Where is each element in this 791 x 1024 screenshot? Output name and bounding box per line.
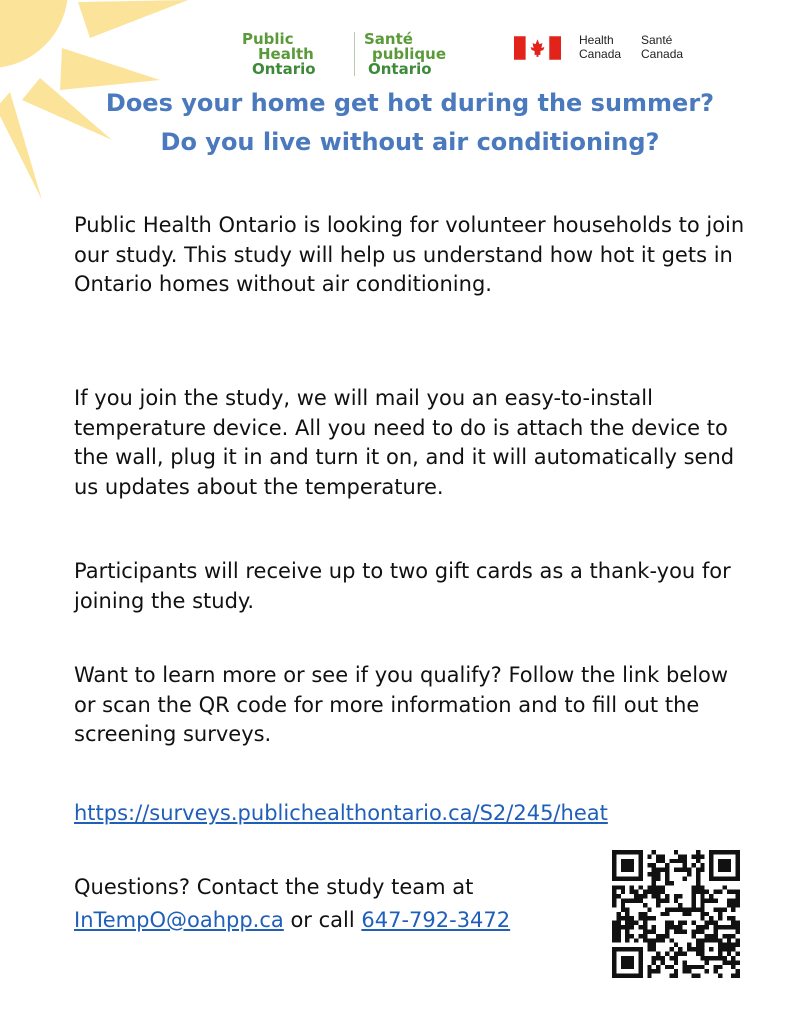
learn-more-paragraph: Want to learn more or see if you qualify? Follow the link below or scan the QR code for more information and to fill out the screening surveys. <box>74 663 729 746</box>
survey-link-line <box>74 799 608 829</box>
pho-logo-fr-line3: Ontario <box>368 60 432 78</box>
health-canada-french <box>641 33 683 61</box>
headline-question-1: Does your home get hot during the summer? <box>105 89 715 117</box>
hc-en-line2: Canada <box>579 47 622 61</box>
pho-logo-en-line1: Public <box>242 30 294 48</box>
survey-link[interactable]: https://surveys.publichealthontario.ca/S2/245/heat <box>74 801 608 825</box>
qr-code-icon[interactable] <box>612 850 740 978</box>
hc-fr-line2: Canada <box>641 47 684 61</box>
hc-en-line1: Health <box>579 33 614 47</box>
phone-link[interactable]: 647-792-3472 <box>361 908 511 932</box>
headline-question-2: Do you live without air conditioning? <box>160 128 660 156</box>
contact-middle: or call <box>283 908 362 932</box>
pho-logo-en-line2: Health <box>258 45 314 63</box>
pho-logo-fr-line2: publique <box>372 45 447 63</box>
hc-fr-line1: Santé <box>641 33 673 47</box>
pho-logo-french <box>364 32 446 77</box>
pho-logo-fr-line1: Santé <box>364 30 413 48</box>
pho-logo-english <box>242 32 316 77</box>
public-health-ontario-logo <box>242 30 472 80</box>
canada-flag-icon <box>514 36 561 60</box>
contact-section <box>74 871 594 937</box>
pho-logo-en-line3: Ontario <box>252 60 316 78</box>
health-canada-english <box>579 33 621 61</box>
gift-card-paragraph: Participants will receive up to two gift cards as a thank-you for joining the study. <box>74 559 731 613</box>
logo-divider <box>354 32 355 76</box>
health-canada-logo <box>514 33 714 65</box>
device-paragraph: If you join the study, we will mail you an easy-to-install temperature device. All you need to do is attach the device to the wall, plug it in and turn it on, and it will automatically send us updates about the temperature. <box>74 386 735 499</box>
intro-paragraph: Public Health Ontario is looking for volunteer households to join our study. This study will help us understand how hot it gets in Ontario homes without air conditioning. <box>74 213 745 296</box>
contact-prefix: Questions? Contact the study team at <box>74 875 474 899</box>
email-link[interactable]: InTempO@oahpp.ca <box>74 908 284 932</box>
